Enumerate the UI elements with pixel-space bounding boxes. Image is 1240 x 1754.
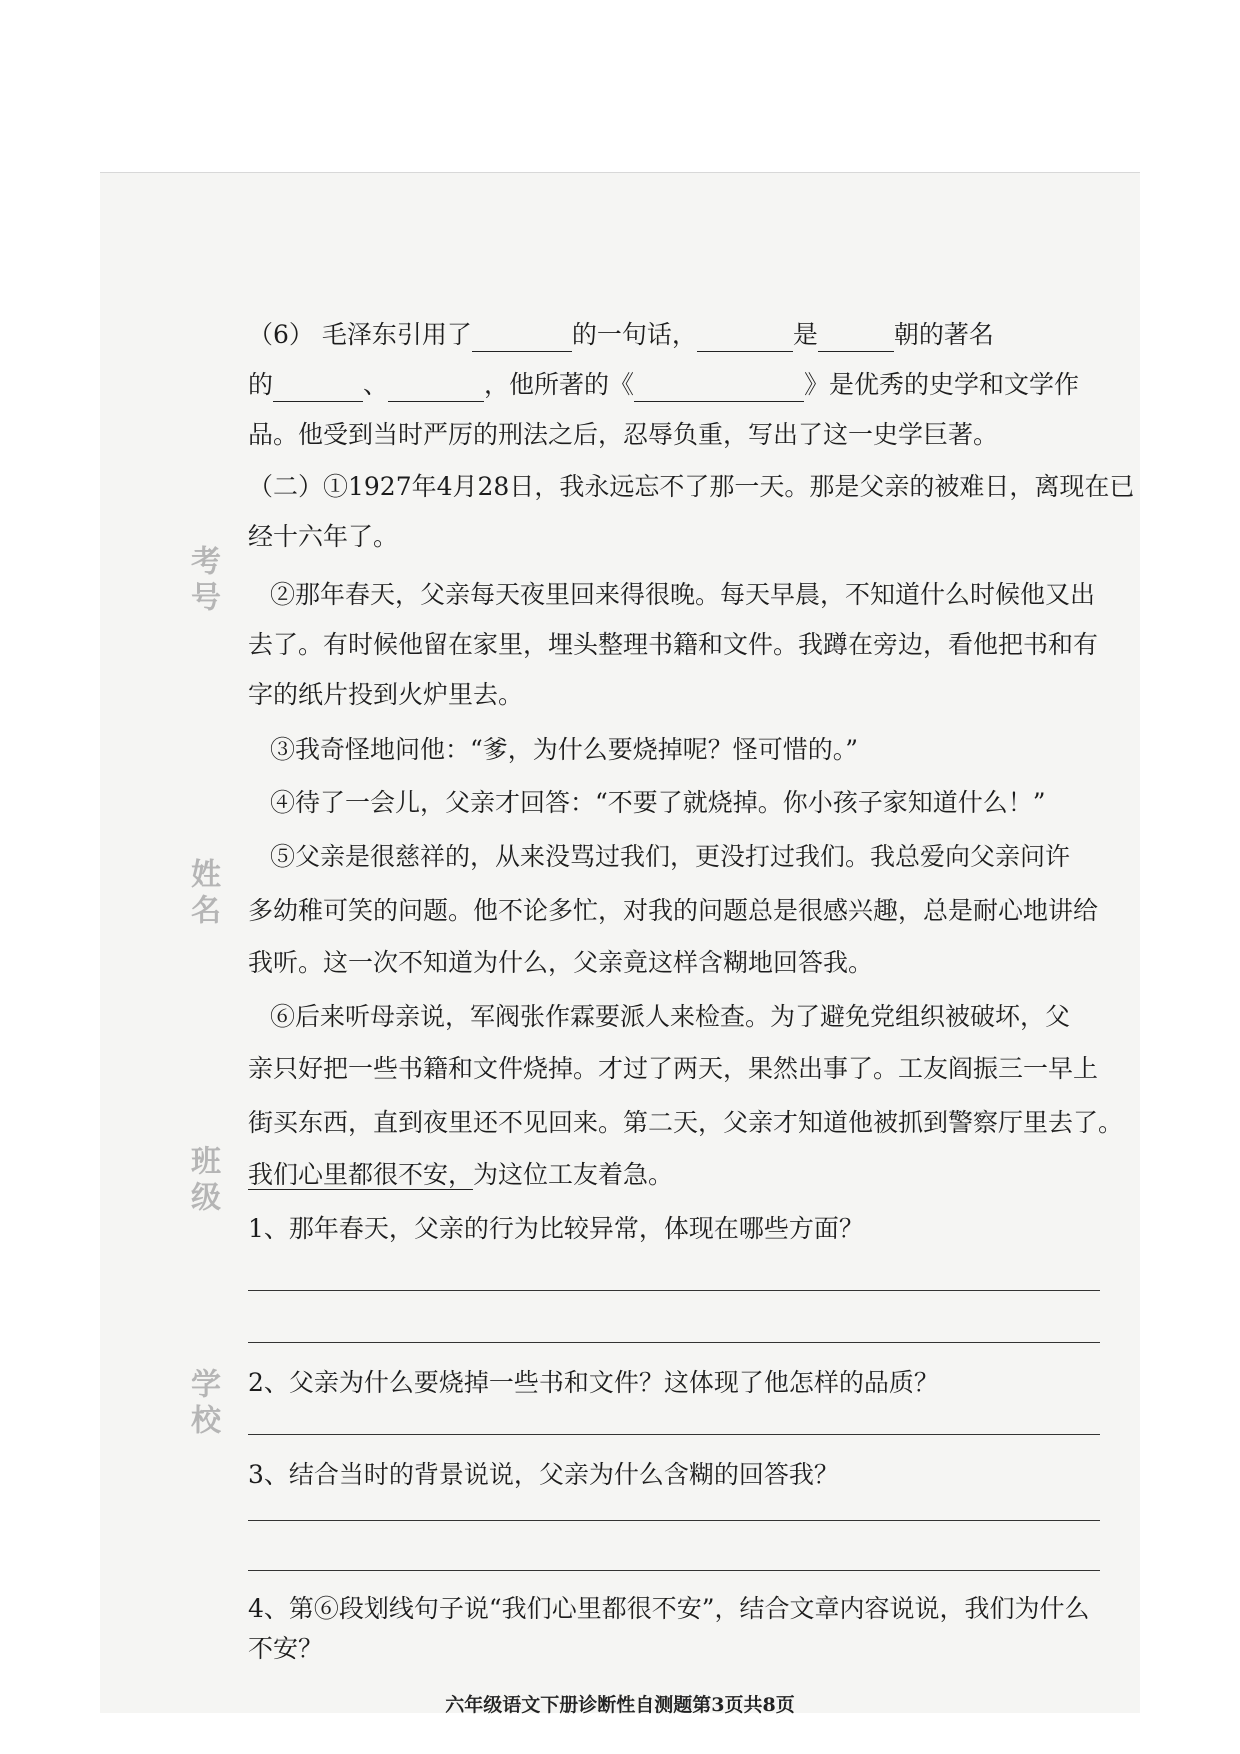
passage-p1-line-2: 经十六年了。 [248, 522, 399, 551]
passage-p2-line-2: 去了。有时候他留在家里，埋头整理书籍和文件。我蹲在旁边，看他把书和有 [248, 630, 1099, 659]
q6-text: （6） 毛泽东引用了 [248, 320, 472, 349]
passage-p5-line-1: ⑤父亲是很慈祥的，从来没骂过我们，更没打过我们。我总爱向父亲问许 [270, 842, 1071, 871]
passage-p5-line-3: 我听。这一次不知道为什么，父亲竟这样含糊地回答我。 [248, 948, 874, 977]
question-1: 1、那年春天，父亲的行为比较异常，体现在哪些方面？ [248, 1214, 864, 1243]
passage-p5-line-2: 多幼稚可笑的问题。他不论多忙，对我的问题总是很感兴趣，总是耐心地讲给 [248, 896, 1099, 925]
answer-line-q1-1[interactable] [248, 1290, 1100, 1291]
passage-p6-line-3: 街买东西，直到夜里还不见回来。第二天，父亲才知道他被抓到警察厅里去了。 [248, 1108, 1124, 1137]
q6-blank-dynasty[interactable] [818, 323, 894, 352]
answer-line-q3-1[interactable] [248, 1520, 1100, 1521]
passage-p2-line-1: ②那年春天，父亲每天夜里回来得很晚。每天早晨，不知道什么时候他又出 [270, 580, 1096, 609]
q6-blank-title-2[interactable] [388, 373, 484, 402]
q6-text: 》是优秀的史学和文学作 [804, 370, 1080, 399]
q6-line-3: 品。他受到当时严厉的刑法之后，忍辱负重，写出了这一史学巨著。 [248, 420, 999, 449]
question-4-line-2: 不安？ [248, 1634, 324, 1663]
q6-text: ，他所著的《 [484, 370, 635, 399]
answer-line-q3-2[interactable] [248, 1570, 1100, 1571]
q6-blank-title-1[interactable] [273, 373, 363, 402]
passage-p3: ③我奇怪地问他：“爹，为什么要烧掉呢？怪可惜的。” [270, 735, 859, 764]
q6-line-2 [248, 368, 1079, 402]
passage-p4: ④待了一会儿，父亲才回答：“不要了就烧掉。你小孩子家知道什么！” [270, 788, 1046, 817]
q6-text: 朝的著名 [893, 320, 994, 349]
underlined-sentence: 我们心里都很不安， [248, 1160, 474, 1189]
q6-line-1 [248, 318, 994, 352]
scan-margin [0, 0, 1240, 172]
q6-text: 、 [363, 370, 389, 399]
class-label: 班级 [185, 1145, 220, 1217]
passage-p6-line-1: ⑥后来听母亲说，军阀张作霖要派人来检查。为了避免党组织被破坏，父 [270, 1002, 1071, 1031]
q6-blank-book[interactable] [634, 373, 804, 402]
answer-line-q1-2[interactable] [248, 1342, 1100, 1343]
exam-number-label: 考号 [185, 545, 220, 617]
q6-blank-quote[interactable] [472, 323, 572, 352]
question-3: 3、结合当时的背景说说，父亲为什么含糊的回答我？ [248, 1460, 839, 1489]
q6-blank-person[interactable] [697, 323, 793, 352]
page-footer: 六年级语文下册诊断性自测题第3页共8页 [445, 1694, 795, 1716]
name-label: 姓名 [185, 858, 220, 930]
q6-text: 的一句话， [571, 320, 697, 349]
school-label: 学校 [185, 1368, 220, 1440]
passage-text: 为这位工友着急。 [473, 1160, 674, 1189]
passage-p6-line-2: 亲只好把一些书籍和文件烧掉。才过了两天，果然出事了。工友阎振三一早上 [248, 1054, 1099, 1083]
question-2: 2、父亲为什么要烧掉一些书和文件？这体现了他怎样的品质？ [248, 1368, 939, 1397]
answer-line-q2-1[interactable] [248, 1434, 1100, 1435]
passage-p6-line-4 [248, 1158, 673, 1192]
question-4-line-1: 4、第⑥段划线句子说“我们心里都很不安”，结合文章内容说说，我们为什么 [248, 1594, 1090, 1623]
q6-text: 的 [248, 370, 274, 399]
passage-p1-line-1: （二）①1927年4月28日，我永远忘不了那一天。那是父亲的被难日，离现在已 [248, 472, 1135, 501]
passage-p2-line-3: 字的纸片投到火炉里去。 [248, 680, 524, 709]
q6-text: 是 [792, 320, 818, 349]
